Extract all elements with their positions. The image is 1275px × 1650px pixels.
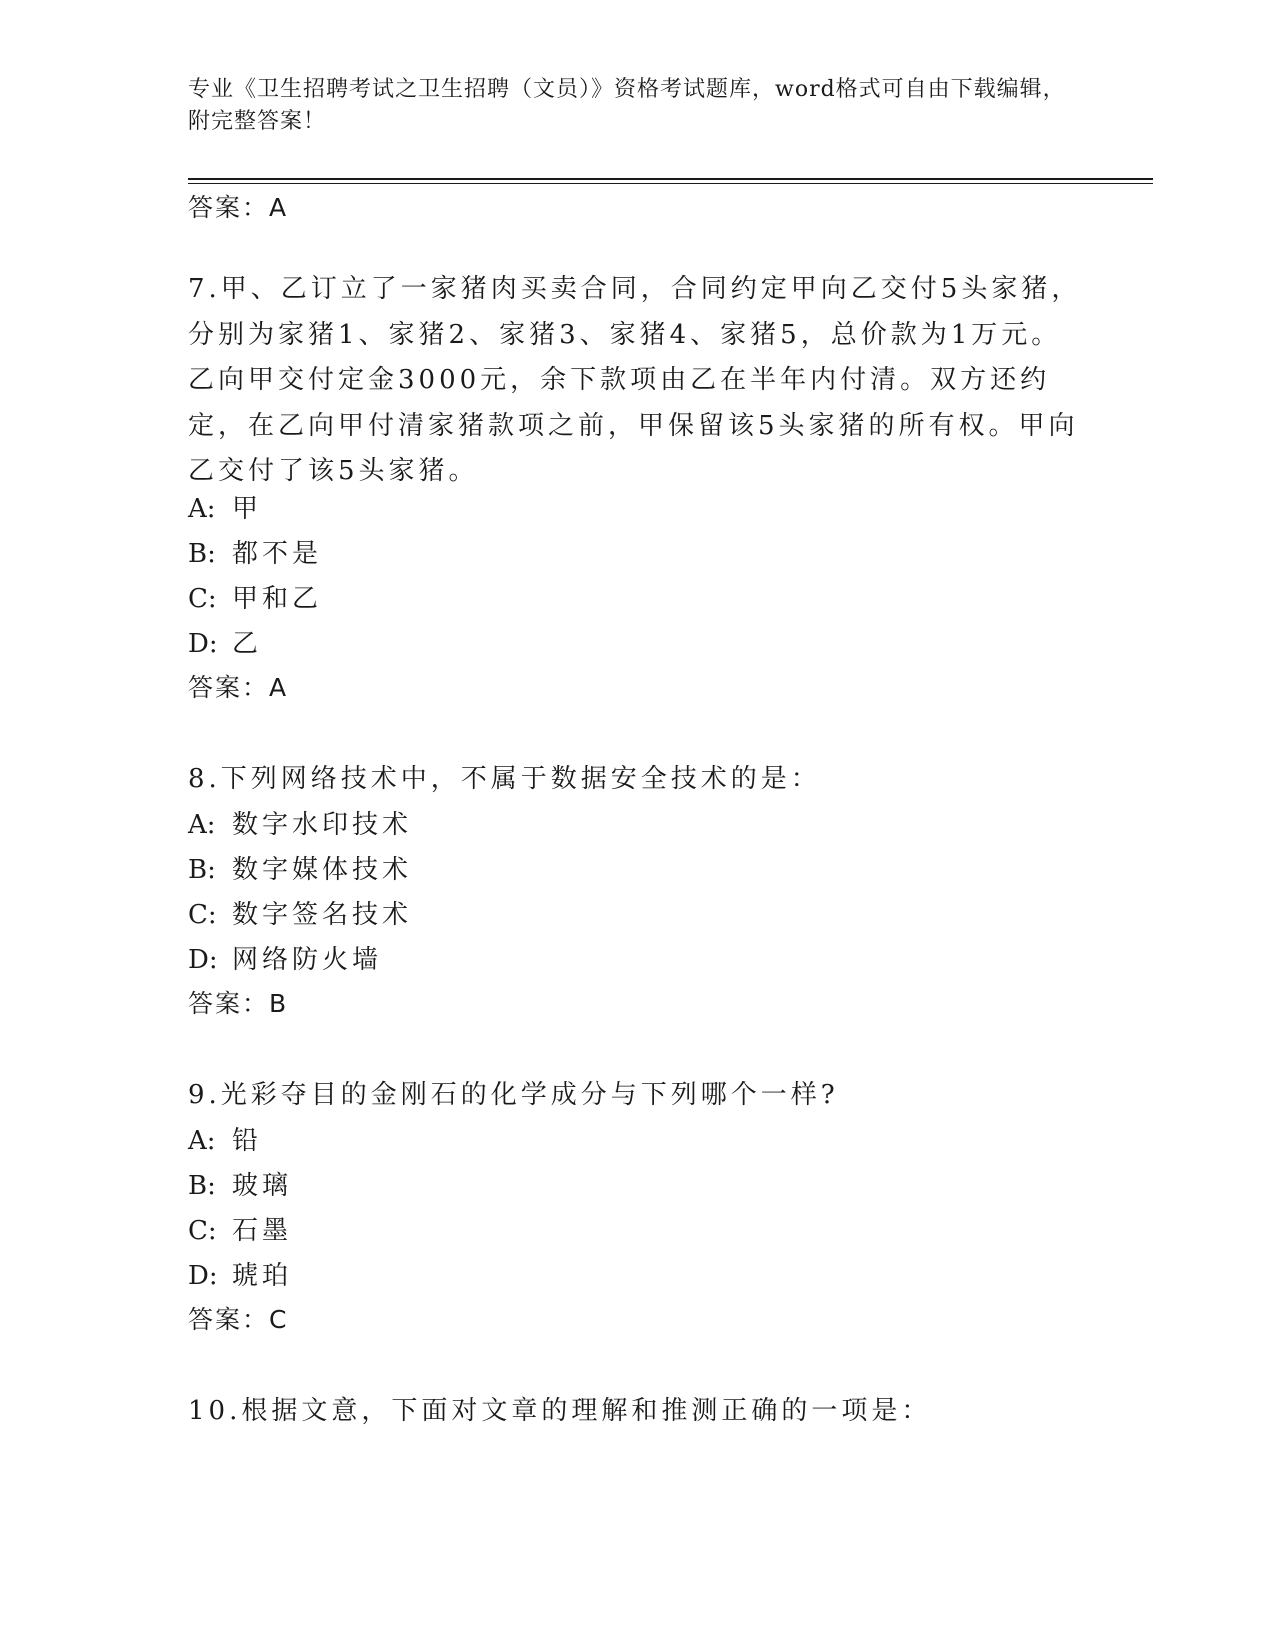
question-8-option-a bbox=[188, 808, 412, 842]
option-text: 数字签名技术 bbox=[232, 900, 413, 930]
option-label: B: bbox=[188, 855, 216, 885]
question-9: 9.光彩夺目的金刚石的化学成分与下列哪个一样? bbox=[188, 1080, 839, 1110]
option-text: 网络防火墙 bbox=[232, 945, 383, 975]
option-text: 乙 bbox=[232, 629, 263, 659]
option-label: B: bbox=[188, 539, 216, 569]
document-header: 专业《卫生招聘考试之卫生招聘（文员）》资格考试题库，word格式可自由下载编辑，附完整答案！ bbox=[188, 77, 1066, 134]
option-text: 都不是 bbox=[232, 539, 323, 569]
option-label: B: bbox=[188, 1171, 216, 1201]
question-8-option-b bbox=[188, 853, 412, 887]
question-7-option-b bbox=[188, 537, 322, 571]
answer-previous: 答案：A bbox=[188, 193, 289, 222]
question-9-option-c bbox=[188, 1214, 292, 1248]
question-8-answer: 答案：B bbox=[188, 989, 289, 1018]
option-label: D: bbox=[188, 945, 218, 975]
question-7-option-a bbox=[188, 492, 262, 526]
question-9-answer: 答案：C bbox=[188, 1305, 289, 1334]
option-text: 甲和乙 bbox=[232, 584, 323, 614]
question-8-option-c bbox=[188, 898, 412, 932]
question-10: 10.根据文意，下面对文章的理解和推测正确的一项是： bbox=[188, 1396, 932, 1426]
question-8-option-d bbox=[188, 943, 382, 977]
option-text: 铅 bbox=[232, 1126, 263, 1156]
question-7-option-d bbox=[188, 627, 262, 661]
option-text: 玻璃 bbox=[232, 1171, 293, 1201]
header-divider-thick bbox=[188, 178, 1153, 180]
question-9-option-d bbox=[188, 1259, 292, 1293]
option-label: A: bbox=[188, 494, 216, 524]
option-label: A: bbox=[188, 1126, 216, 1156]
option-text: 数字媒体技术 bbox=[232, 855, 413, 885]
option-label: D: bbox=[188, 1261, 218, 1291]
option-label: A: bbox=[188, 810, 216, 840]
header-divider-thin bbox=[188, 183, 1153, 184]
option-text: 石墨 bbox=[232, 1216, 293, 1246]
option-text: 数字水印技术 bbox=[232, 810, 413, 840]
option-label: C: bbox=[188, 900, 217, 930]
question-9-option-a bbox=[188, 1124, 262, 1158]
question-7-answer: 答案：A bbox=[188, 673, 289, 702]
option-label: C: bbox=[188, 1216, 217, 1246]
question-7-option-c bbox=[188, 582, 322, 616]
option-text: 琥珀 bbox=[232, 1261, 293, 1291]
question-7: 7.甲、乙订立了一家猪肉买卖合同，合同约定甲向乙交付5头家猪，分别为家猪1、家猪2、家猪3、家猪4、家猪5，总价款为1万元。乙向甲交付定金3000元，余下款项由乙在半年内付清。双方还约定，在乙向甲付清家猪款项之前，甲保留该5头家猪的所有权。甲向乙交付了该5头家猪。 bbox=[188, 274, 1082, 486]
question-9-option-b bbox=[188, 1169, 292, 1203]
option-label: D: bbox=[188, 629, 218, 659]
question-8: 8.下列网络技术中，不属于数据安全技术的是： bbox=[188, 764, 821, 794]
option-text: 甲 bbox=[232, 494, 263, 524]
option-label: C: bbox=[188, 584, 217, 614]
